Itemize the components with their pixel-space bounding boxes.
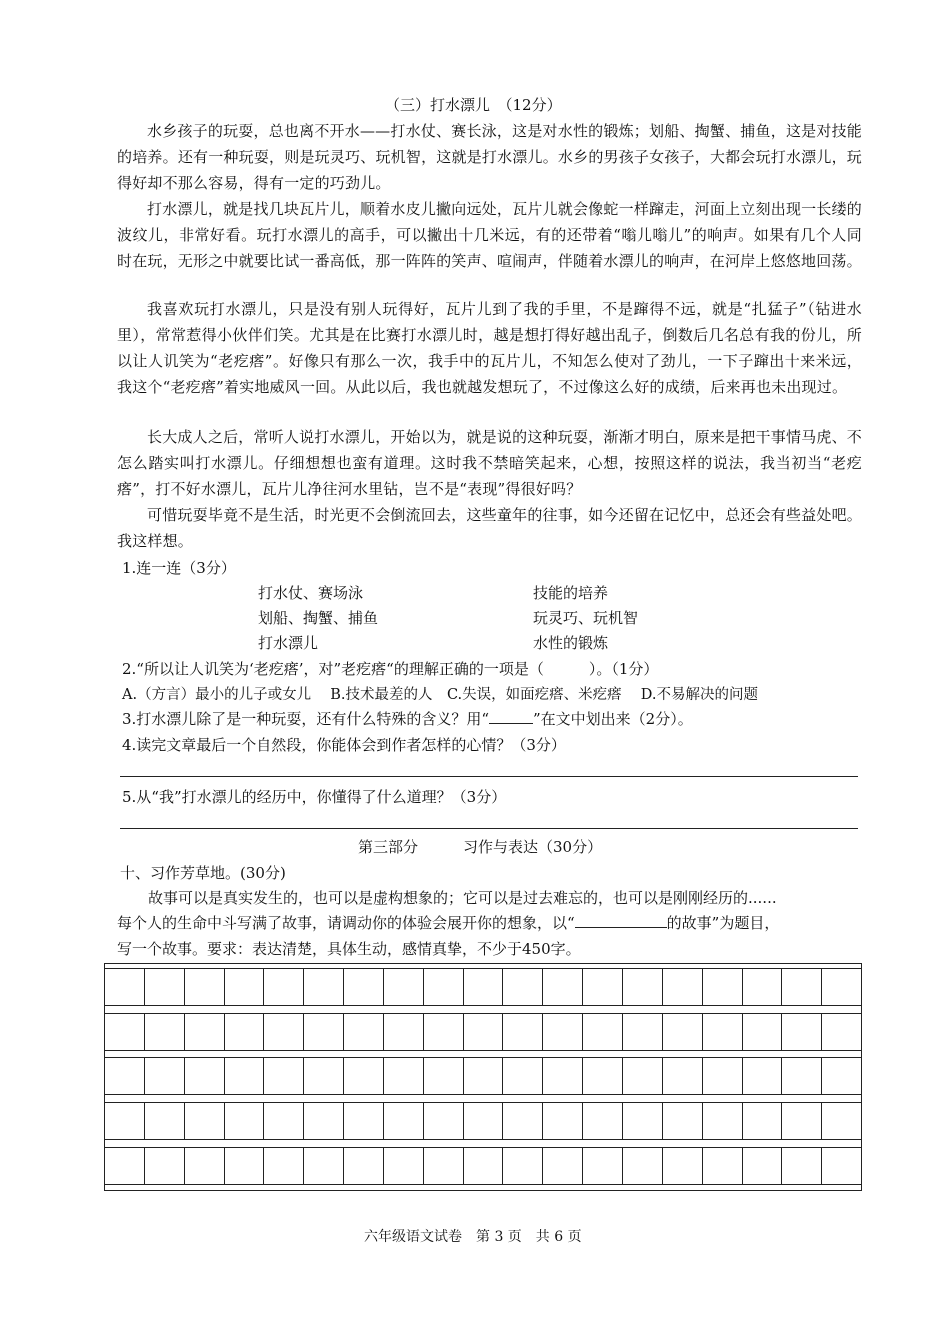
grid-cell[interactable] bbox=[703, 968, 743, 1006]
grid-cell[interactable] bbox=[424, 1102, 464, 1140]
grid-cell[interactable] bbox=[424, 1147, 464, 1185]
grid-cell[interactable] bbox=[304, 968, 344, 1006]
grid-cell[interactable] bbox=[623, 968, 663, 1006]
grid-cell[interactable] bbox=[543, 1102, 583, 1140]
grid-cell[interactable] bbox=[105, 1102, 145, 1140]
grid-cell[interactable] bbox=[663, 1057, 703, 1095]
grid-cell[interactable] bbox=[344, 968, 384, 1006]
question-3 bbox=[122, 708, 693, 729]
grid-cell[interactable] bbox=[264, 1013, 304, 1051]
composition-line-2-after: 的故事”为题目， bbox=[666, 914, 780, 932]
grid-cell[interactable] bbox=[225, 1147, 265, 1185]
grid-cell[interactable] bbox=[703, 1147, 743, 1185]
grid-cell[interactable] bbox=[503, 1057, 543, 1095]
page-footer: 六年级语文试卷 第 3 页 共 6 页 bbox=[364, 1229, 582, 1245]
grid-cell[interactable] bbox=[623, 1147, 663, 1185]
grid-cell[interactable] bbox=[145, 1147, 185, 1185]
grid-cell[interactable] bbox=[264, 1102, 304, 1140]
grid-cell[interactable] bbox=[663, 1147, 703, 1185]
grid-cell[interactable] bbox=[344, 1147, 384, 1185]
grid-cell[interactable] bbox=[503, 1102, 543, 1140]
grid-cell[interactable] bbox=[105, 1147, 145, 1185]
grid-cell[interactable] bbox=[185, 1057, 225, 1095]
grid-cell[interactable] bbox=[743, 1013, 783, 1051]
grid-cell[interactable] bbox=[185, 968, 225, 1006]
passage-paragraph-1: 水乡孩子的玩耍，总也离不开水——打水仗、赛长泳，这是对水性的锻炼；划船、掏蟹、捕鱼，这是对技能的培养。还有一种玩耍，则是玩灵巧、玩机智，这就是打水漂儿。水乡的男孩子女孩子，大都会玩打水漂儿，玩得好却不那么容易，得有一定的巧劲儿。 bbox=[117, 122, 862, 192]
grid-cell[interactable] bbox=[543, 1147, 583, 1185]
grid-cell[interactable] bbox=[185, 1147, 225, 1185]
grid-cell[interactable] bbox=[663, 968, 703, 1006]
grid-cell[interactable] bbox=[105, 1057, 145, 1095]
answer-line-5[interactable] bbox=[120, 828, 858, 829]
grid-cell[interactable] bbox=[822, 1147, 861, 1185]
grid-cell[interactable] bbox=[743, 1102, 783, 1140]
grid-cell[interactable] bbox=[464, 1013, 504, 1051]
grid-cell[interactable] bbox=[384, 1102, 424, 1140]
grid-cell[interactable] bbox=[623, 1013, 663, 1051]
grid-row[interactable] bbox=[105, 1102, 861, 1140]
grid-cell[interactable] bbox=[503, 1013, 543, 1051]
section-title: （三）打水漂儿 （12分） bbox=[385, 96, 562, 114]
grid-cell[interactable] bbox=[304, 1013, 344, 1051]
grid-cell[interactable] bbox=[464, 1102, 504, 1140]
grid-cell[interactable] bbox=[384, 1147, 424, 1185]
grid-cell[interactable] bbox=[743, 1147, 783, 1185]
grid-cell[interactable] bbox=[623, 1057, 663, 1095]
grid-cell[interactable] bbox=[225, 1013, 265, 1051]
question-2: 2.“所以让人讥笑为‘老疙瘩’，对”老疙瘩“的理解正确的一项是（ ）。（1分） bbox=[122, 660, 659, 678]
grid-cell[interactable] bbox=[304, 1057, 344, 1095]
question-5: 5.从“我”打水漂儿的经历中，你懂得了什么道理？（3分） bbox=[122, 788, 507, 806]
writing-grid[interactable] bbox=[104, 963, 862, 1191]
grid-row[interactable] bbox=[105, 1147, 861, 1185]
grid-cell[interactable] bbox=[384, 1013, 424, 1051]
grid-cell[interactable] bbox=[464, 968, 504, 1006]
grid-cell[interactable] bbox=[543, 968, 583, 1006]
grid-cell[interactable] bbox=[782, 1102, 822, 1140]
grid-cell[interactable] bbox=[225, 1057, 265, 1095]
grid-cell[interactable] bbox=[782, 1147, 822, 1185]
grid-cell[interactable] bbox=[743, 968, 783, 1006]
grid-cell[interactable] bbox=[822, 968, 861, 1006]
grid-cell[interactable] bbox=[145, 1057, 185, 1095]
title-blank[interactable] bbox=[575, 927, 667, 928]
grid-cell[interactable] bbox=[304, 1102, 344, 1140]
match-left-3[interactable]: 打水漂儿 bbox=[258, 634, 319, 652]
grid-cell[interactable] bbox=[424, 1057, 464, 1095]
match-left-2[interactable]: 划船、掏蟹、捕鱼 bbox=[258, 609, 379, 627]
grid-cell[interactable] bbox=[344, 1057, 384, 1095]
grid-cell[interactable] bbox=[543, 1057, 583, 1095]
answer-line-4[interactable] bbox=[120, 776, 858, 777]
grid-cell[interactable] bbox=[663, 1102, 703, 1140]
match-right-3[interactable]: 水性的锻炼 bbox=[533, 634, 609, 652]
composition-heading: 十、习作芳草地。(30分) bbox=[120, 864, 286, 882]
grid-cell[interactable] bbox=[304, 1147, 344, 1185]
question-4: 4.读完文章最后一个自然段，你能体会到作者怎样的心情？（3分） bbox=[122, 736, 566, 754]
underline-sample bbox=[489, 723, 533, 724]
part3-title: 第三部分 习作与表达（30分） bbox=[358, 838, 603, 856]
grid-cell[interactable] bbox=[663, 1013, 703, 1051]
grid-cell[interactable] bbox=[583, 1147, 623, 1185]
grid-cell[interactable] bbox=[782, 1013, 822, 1051]
grid-cell[interactable] bbox=[384, 1057, 424, 1095]
match-left-1[interactable]: 打水仗、赛场泳 bbox=[258, 584, 364, 602]
grid-cell[interactable] bbox=[264, 1057, 304, 1095]
grid-cell[interactable] bbox=[583, 968, 623, 1006]
grid-row[interactable] bbox=[105, 1013, 861, 1051]
grid-cell[interactable] bbox=[782, 968, 822, 1006]
grid-cell[interactable] bbox=[464, 1057, 504, 1095]
match-right-1[interactable]: 技能的培养 bbox=[533, 584, 609, 602]
grid-cell[interactable] bbox=[703, 1057, 743, 1095]
grid-cell[interactable] bbox=[145, 1102, 185, 1140]
question-2-options: A.（方言）最小的儿子或女儿 B.技术最差的人 C.失误，如面疙瘩、米疙瘩 D.不易解决的问题 bbox=[122, 687, 758, 703]
question-3-text-before: 3.打水漂儿除了是一种玩耍，还有什么特殊的含义？用“ bbox=[122, 710, 489, 728]
grid-cell[interactable] bbox=[822, 1057, 861, 1095]
grid-cell[interactable] bbox=[185, 1013, 225, 1051]
grid-cell[interactable] bbox=[344, 1102, 384, 1140]
grid-cell[interactable] bbox=[264, 968, 304, 1006]
grid-cell[interactable] bbox=[583, 1102, 623, 1140]
grid-cell[interactable] bbox=[464, 1147, 504, 1185]
grid-cell[interactable] bbox=[822, 1102, 861, 1140]
composition-line-1: 故事可以是真实发生的，也可以是虚构想象的；它可以是过去难忘的，也可以是刚刚经历的...... bbox=[148, 889, 777, 907]
composition-line-2 bbox=[117, 912, 779, 933]
grid-cell[interactable] bbox=[703, 1102, 743, 1140]
grid-cell[interactable] bbox=[703, 1013, 743, 1051]
passage-paragraph-5: 可惜玩耍毕竟不是生活，时光更不会倒流回去，这些童年的往事，如今还留在记忆中，总还会有些益处吧。我这样想。 bbox=[117, 506, 862, 550]
grid-cell[interactable] bbox=[583, 1057, 623, 1095]
grid-cell[interactable] bbox=[105, 968, 145, 1006]
grid-cell[interactable] bbox=[782, 1057, 822, 1095]
grid-cell[interactable] bbox=[264, 1147, 304, 1185]
grid-cell[interactable] bbox=[185, 1102, 225, 1140]
grid-row[interactable] bbox=[105, 968, 861, 1006]
grid-cell[interactable] bbox=[623, 1102, 663, 1140]
passage-paragraph-4: 长大成人之后，常听人说打水漂儿，开始以为，就是说的这种玩耍，渐渐才明白，原来是把干事情马虎、不怎么踏实叫打水漂儿。仔细想想也蛮有道理。这时我不禁暗笑起来，心想，按照这样的说法，我当初当“老疙瘩”，打不好水漂儿，瓦片儿净往河水里钻，岂不是“表现”得很好吗？ bbox=[117, 428, 862, 498]
grid-cell[interactable] bbox=[743, 1057, 783, 1095]
grid-cell[interactable] bbox=[543, 1013, 583, 1051]
grid-cell[interactable] bbox=[344, 1013, 384, 1051]
question-3-text-after: ”在文中划出来（2分）。 bbox=[532, 710, 693, 728]
grid-cell[interactable] bbox=[225, 1102, 265, 1140]
grid-cell[interactable] bbox=[145, 968, 185, 1006]
grid-cell[interactable] bbox=[424, 968, 464, 1006]
grid-row[interactable] bbox=[105, 1057, 861, 1095]
grid-cell[interactable] bbox=[424, 1013, 464, 1051]
grid-cell[interactable] bbox=[503, 1147, 543, 1185]
grid-cell[interactable] bbox=[105, 1013, 145, 1051]
match-right-2[interactable]: 玩灵巧、玩机智 bbox=[533, 609, 639, 627]
passage-paragraph-2: 打水漂儿，就是找几块瓦片儿，顺着水皮儿撇向远处，瓦片儿就会像蛇一样蹿走，河面上立刻出现一长缕的波纹儿，非常好看。玩打水漂儿的高手，可以撇出十几米远，有的还带着“嗡儿嗡儿”的响声。如果有几个人同时在玩，无形之中就要比试一番高低，那一阵阵的笑声、喧闹声，伴随着水漂儿的响声，在河岸上悠悠地回荡。 bbox=[117, 200, 862, 270]
grid-cell[interactable] bbox=[384, 968, 424, 1006]
composition-line-3: 写一个故事。要求：表达清楚，具体生动，感情真挚，不少于450字。 bbox=[117, 940, 581, 958]
grid-cell[interactable] bbox=[225, 968, 265, 1006]
grid-cell[interactable] bbox=[503, 968, 543, 1006]
passage-paragraph-3: 我喜欢玩打水漂儿，只是没有别人玩得好，瓦片儿到了我的手里，不是蹿得不远，就是“扎猛子”（钻进水里），常常惹得小伙伴们笑。尤其是在比赛打水漂儿时，越是想打得好越出乱子，倒数后几名总有我的份儿，所以让人讥笑为“老疙瘩”。好像只有那么一次，我手中的瓦片儿，不知怎么使对了劲儿，一下子蹿出十来米远，我这个“老疙瘩”着实地威风一回。从此以后，我也就越发想玩了，不过像这么好的成绩，后来再也未出现过。 bbox=[117, 300, 862, 396]
grid-cell[interactable] bbox=[583, 1013, 623, 1051]
grid-cell[interactable] bbox=[145, 1013, 185, 1051]
question-1: 1.连一连（3分） bbox=[122, 559, 236, 577]
composition-line-2-before: 每个人的生命中斗写满了故事，请调动你的体验会展开你的想象，以“ bbox=[117, 914, 575, 932]
grid-cell[interactable] bbox=[822, 1013, 861, 1051]
